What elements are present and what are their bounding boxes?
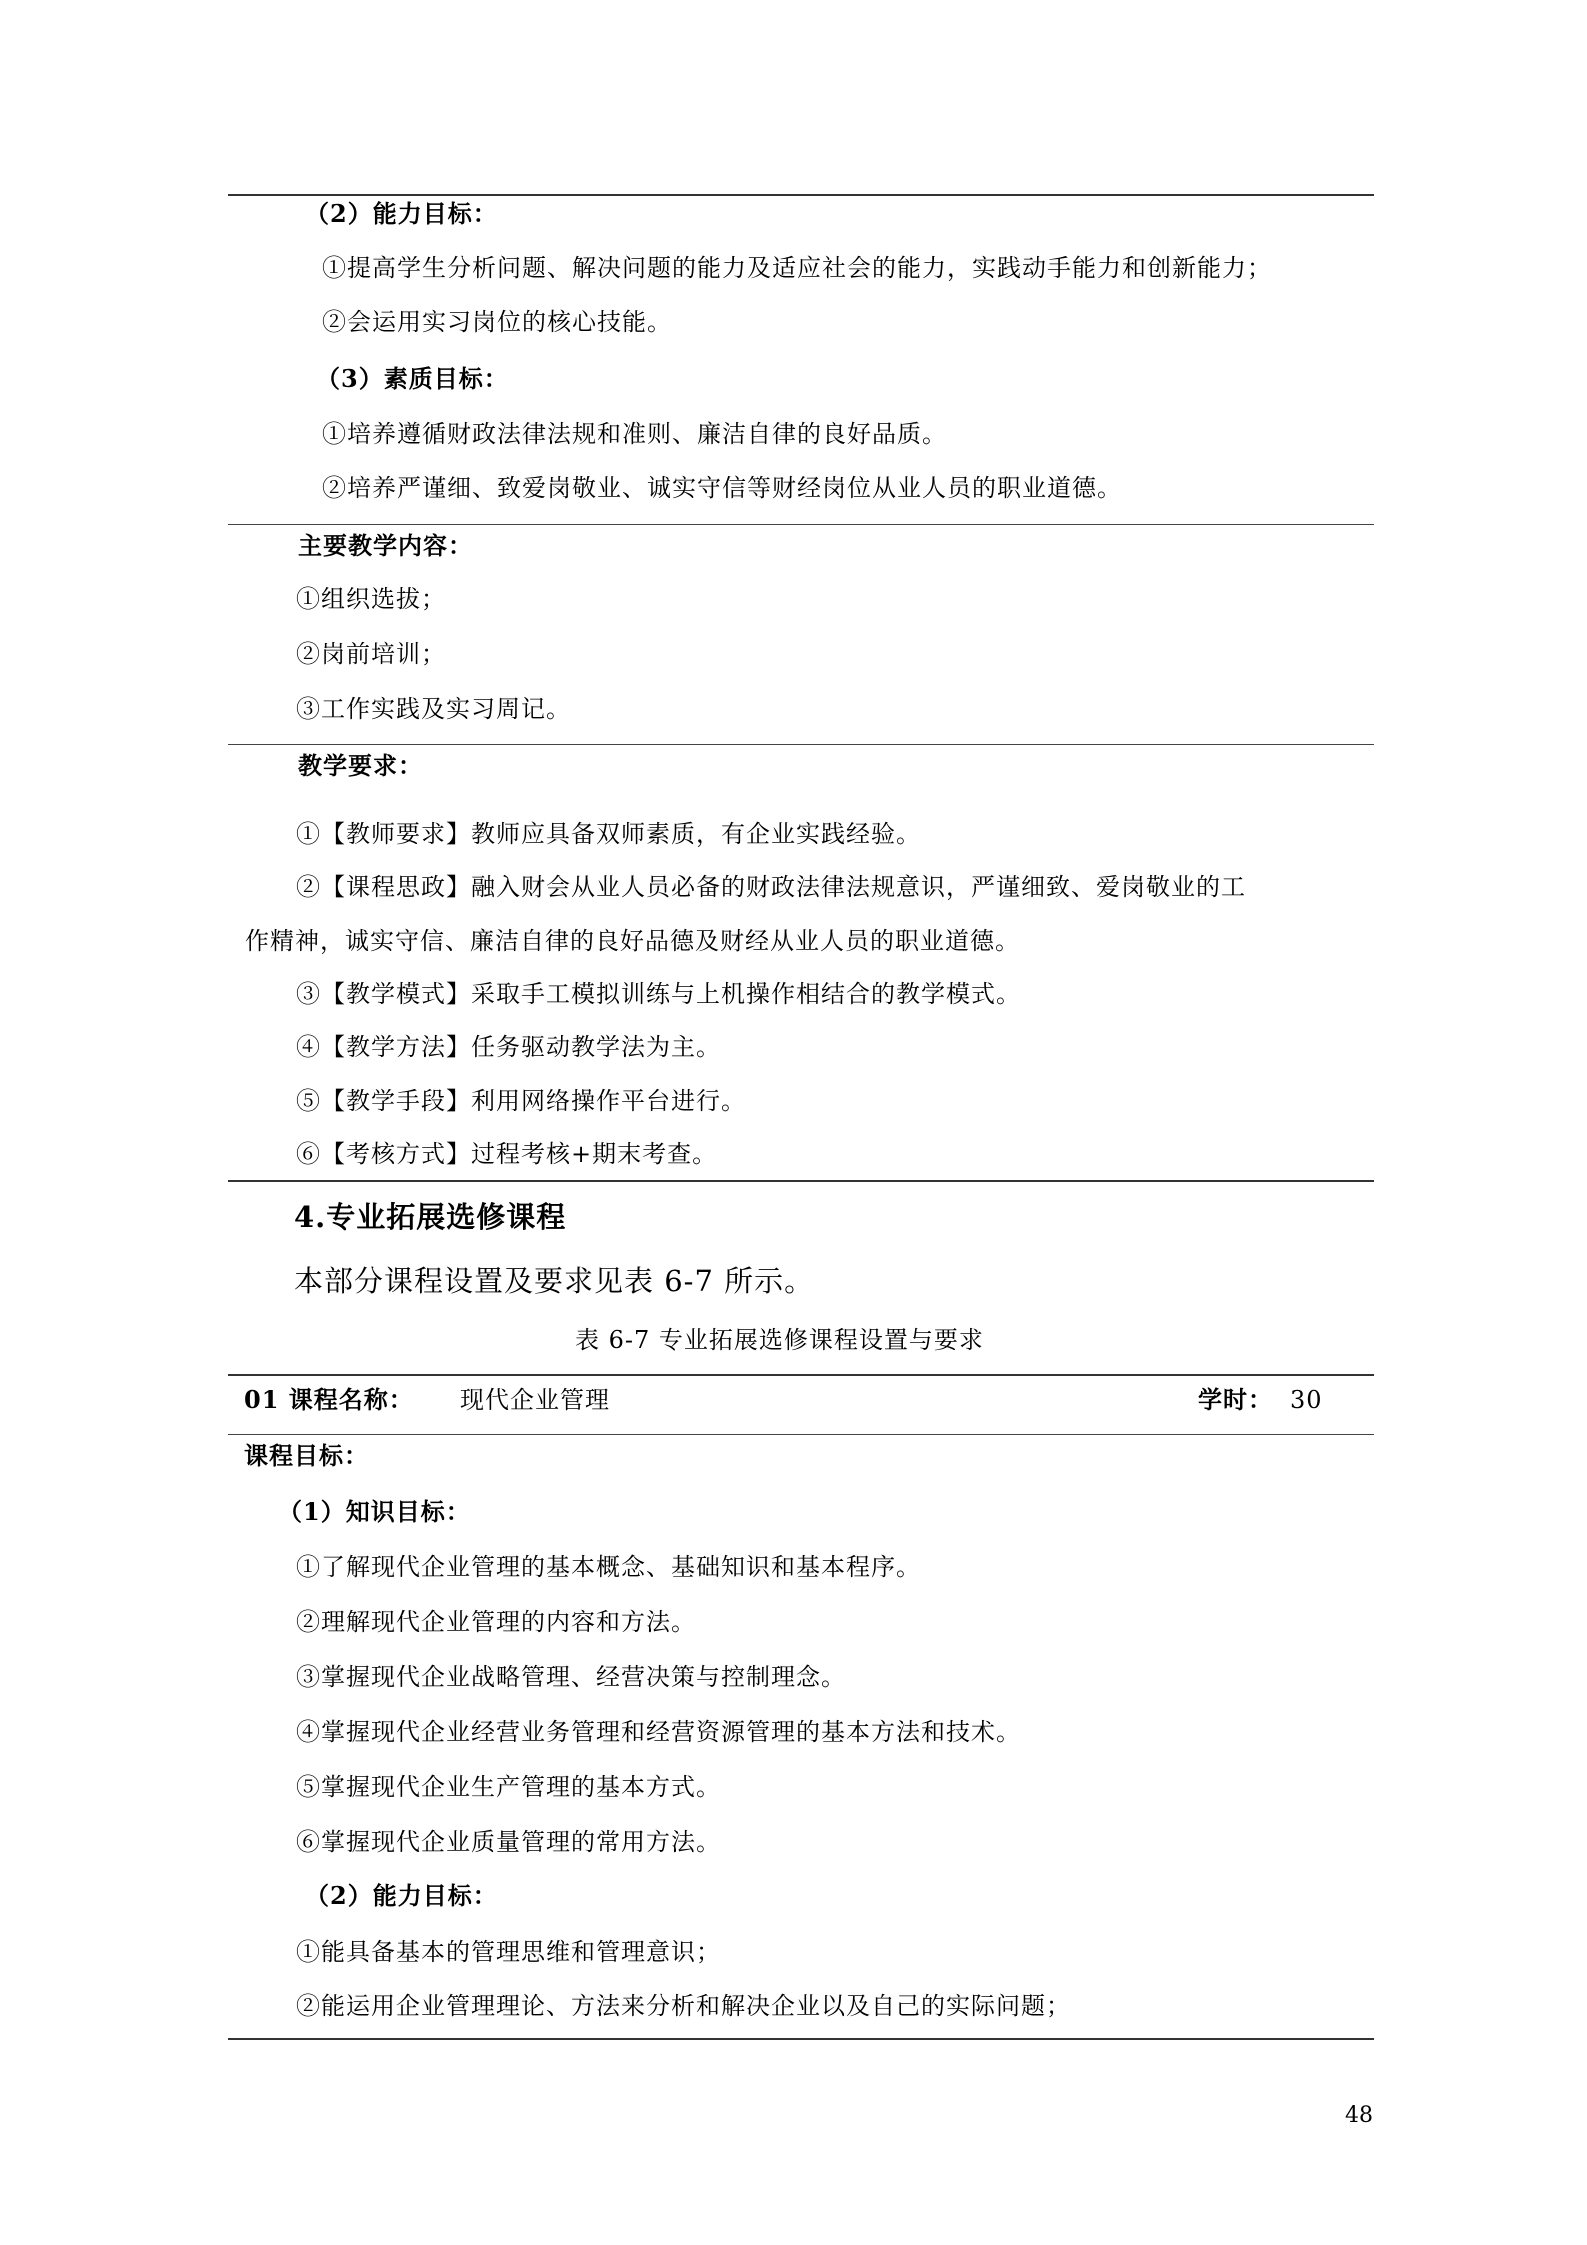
requirement-item: ④【教学方法】任务驱动教学法为主。 [296,1033,721,1061]
content-heading: 主要教学内容： [298,531,473,560]
goals-heading: 课程目标： [244,1441,369,1470]
course-name-label: 01 课程名称： [244,1385,414,1414]
requirement-item: ②【课程思政】融入财会从业人员必备的财政法律法规意识，严谨细致、爱岗敬业的工 [296,873,1246,901]
content-item: ③工作实践及实习周记。 [296,695,571,723]
ability-heading: （2）能力目标： [305,1881,498,1910]
content-item: ②岗前培训； [296,640,446,668]
knowledge-heading: （1）知识目标： [278,1497,471,1526]
table-bottom-rule [228,2038,1374,2040]
requirement-item: ①【教师要求】教师应具备双师素质，有企业实践经验。 [296,820,921,848]
knowledge-item: ③掌握现代企业战略管理、经营决策与控制理念。 [296,1663,846,1691]
course-hours-value: 30 [1290,1386,1323,1414]
quality-item: ①培养遵循财政法律法规和准则、廉洁自律的良好品质。 [322,420,947,448]
ability-item: ①提高学生分析问题、解决问题的能力及适应社会的能力，实践动手能力和创新能力； [322,254,1272,282]
table-top-rule [228,1374,1374,1376]
knowledge-item: ⑤掌握现代企业生产管理的基本方式。 [296,1773,721,1801]
knowledge-item: ②理解现代企业管理的内容和方法。 [296,1608,696,1636]
knowledge-item: ④掌握现代企业经营业务管理和经营资源管理的基本方法和技术。 [296,1718,1021,1746]
ability-item: ①能具备基本的管理思维和管理意识； [296,1938,721,1966]
requirement-item: ⑤【教学手段】利用网络操作平台进行。 [296,1087,746,1115]
section-intro: 本部分课程设置及要求见表 6-7 所示。 [294,1264,815,1298]
row-divider [228,1434,1374,1435]
table-bottom-rule [228,1180,1374,1182]
page-number: 48 [1345,2103,1373,2128]
section-heading: 4.专业拓展选修课程 [294,1200,567,1234]
requirements-heading: 教学要求： [298,751,423,780]
course-hours-label: 学时： [1198,1385,1273,1414]
table-caption: 表 6-7 专业拓展选修课程设置与要求 [575,1326,984,1354]
row-divider [228,524,1374,525]
ability-heading: （2）能力目标： [305,199,498,228]
ability-item: ②会运用实习岗位的核心技能。 [322,308,672,336]
quality-item: ②培养严谨细、致爱岗敬业、诚实守信等财经岗位从业人员的职业道德。 [322,474,1122,502]
ability-item: ②能运用企业管理理论、方法来分析和解决企业以及自己的实际问题； [296,1992,1071,2020]
knowledge-item: ①了解现代企业管理的基本概念、基础知识和基本程序。 [296,1553,921,1581]
table-top-rule [228,194,1374,196]
quality-heading: （3）素质目标： [316,364,509,393]
row-divider [228,744,1374,745]
knowledge-item: ⑥掌握现代企业质量管理的常用方法。 [296,1828,721,1856]
requirement-item: ③【教学模式】采取手工模拟训练与上机操作相结合的教学模式。 [296,980,1021,1008]
requirement-item: ⑥【考核方式】过程考核+期末考查。 [296,1140,718,1168]
content-item: ①组织选拔； [296,585,446,613]
requirement-item-continued: 作精神，诚实守信、廉洁自律的良好品德及财经从业人员的职业道德。 [245,927,1020,955]
course-name-value: 现代企业管理 [460,1386,610,1414]
